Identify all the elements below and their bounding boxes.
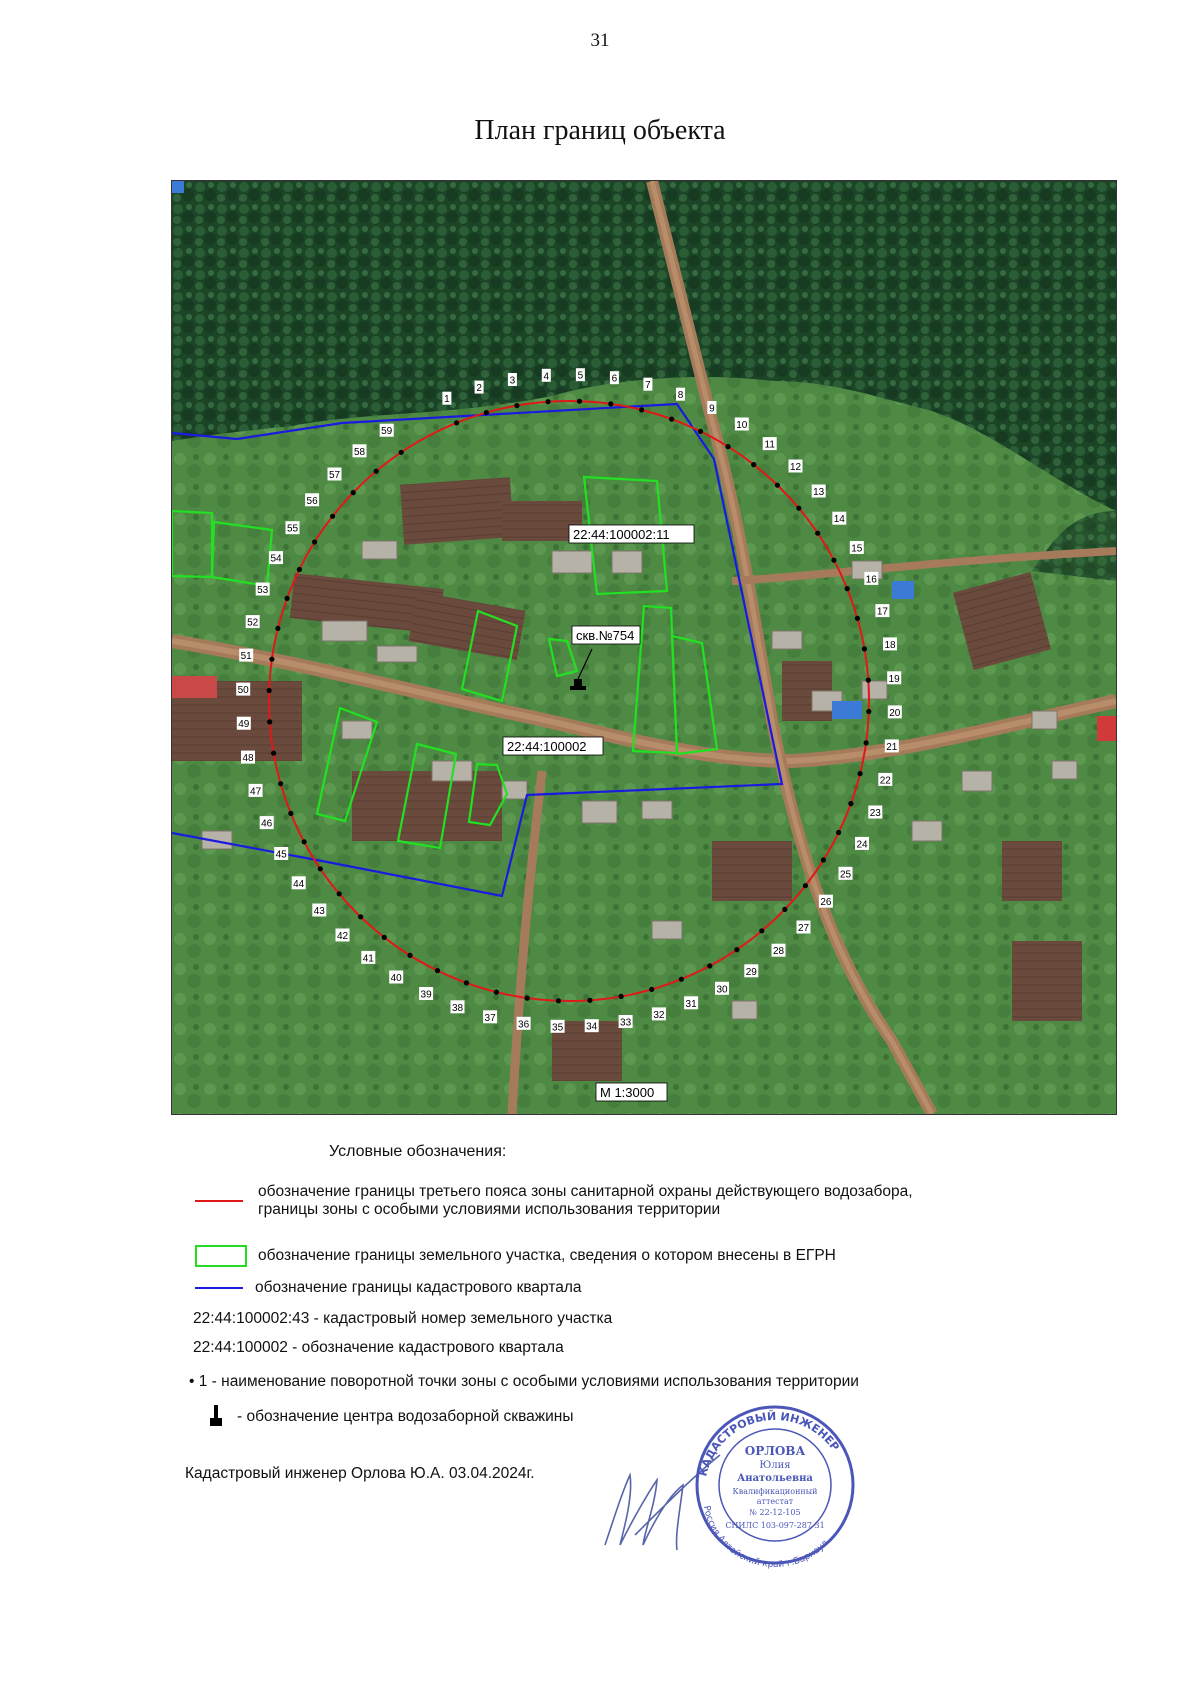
boundary-point-label: 1	[444, 394, 450, 406]
legend-title: Условные обозначения:	[329, 1143, 507, 1160]
boundary-point	[669, 417, 674, 422]
parcel-label-box	[569, 525, 694, 543]
boundary-point	[278, 781, 283, 786]
boundary-point-label: 12	[789, 462, 802, 473]
boundary-point-label: 8	[677, 390, 684, 402]
stamp-cert-2: аттестат	[756, 1497, 794, 1506]
boundary-point	[698, 429, 703, 434]
boundary-point-label: 16	[865, 574, 877, 586]
stamp-bottom-text: Россия Алтайский край г.Барнаул	[700, 1504, 831, 1570]
boundary-point-label: 45	[275, 849, 287, 861]
boundary-point-label: 46	[261, 818, 273, 830]
boundary-point	[831, 558, 836, 563]
legend-well-icon	[207, 1404, 225, 1428]
boundary-point-label: 41	[362, 953, 374, 965]
boundary-point-label: 9	[709, 403, 715, 415]
signature-and-stamp	[595, 1395, 855, 1570]
boundary-point-label: 50	[237, 685, 249, 697]
boundary-point-label: 13	[813, 487, 825, 498]
boundary-point-label: 7	[645, 380, 651, 392]
blue-roof	[832, 701, 862, 719]
boundary-point	[285, 596, 290, 601]
boundary-point-label: 55	[286, 523, 299, 535]
page-number: 31	[590, 30, 610, 51]
stamp-cert-1: Квалификационный	[732, 1487, 818, 1496]
legend-red-line-text-2: границы зоны с особыми условиями использования территории	[258, 1201, 721, 1218]
boundary-point	[577, 399, 582, 404]
red-roof	[172, 676, 217, 698]
boundary-point	[464, 980, 469, 985]
boundary-point	[407, 953, 412, 958]
boundary-point	[275, 626, 280, 631]
boundary-point	[796, 506, 801, 511]
stamp-cert-3: № 22-12-105	[749, 1508, 801, 1517]
boundary-point-label: 32	[653, 1009, 665, 1021]
boundary-point-label: 4	[543, 371, 550, 383]
boundary-point-label: 22	[879, 775, 891, 787]
map-image	[171, 180, 1117, 1115]
scale-label: М 1:3000	[600, 1085, 655, 1100]
legend-red-line-swatch	[195, 1200, 243, 1202]
boundary-point-label: 38	[451, 1002, 464, 1014]
boundary-point-label: 40	[390, 973, 402, 984]
legend-red-line-text-1: обозначение границы третьего пояса зоны санитарной охраны действующего водозабора,	[258, 1183, 913, 1200]
boundary-point-label: 37	[484, 1012, 496, 1024]
boundary-point-label: 57	[328, 470, 341, 481]
blue-corner-mark	[172, 181, 184, 193]
boundary-point-label: 30	[716, 984, 728, 996]
boundary-point-label: 36	[518, 1019, 530, 1031]
boundary-point	[312, 539, 317, 544]
legend-green-box-text: обозначение границы земельного участка, сведения о котором внесены в ЕГРН	[258, 1247, 836, 1264]
boundary-point	[821, 857, 826, 862]
boundary-point-label: 54	[270, 553, 282, 565]
boundary-point	[399, 450, 404, 455]
boundary-point	[267, 719, 272, 724]
boundary-point	[297, 567, 302, 572]
boundary-point	[269, 657, 274, 662]
boundary-point-label: 39	[420, 989, 432, 1001]
boundary-point	[734, 947, 739, 952]
boundary-point-label: 47	[250, 786, 262, 798]
boundary-point	[707, 963, 712, 968]
boundary-point	[619, 994, 624, 999]
boundary-point-label: 52	[247, 617, 259, 629]
boundary-point-label: 56	[306, 495, 318, 507]
stamp-name-1: ОРЛОВА	[744, 1444, 806, 1458]
boundary-point	[382, 935, 387, 940]
boundary-point-label: 23	[869, 808, 881, 819]
legend-point-text: • 1 - наименование поворотной точки зоны с особыми условиями использования территории	[189, 1373, 859, 1390]
boundary-point	[556, 998, 561, 1003]
boundary-point-label: 44	[293, 878, 305, 890]
boundary-point	[288, 811, 293, 816]
boundary-point	[546, 399, 551, 404]
boundary-point-label: 53	[257, 585, 269, 596]
boundary-point-label: 3	[509, 375, 516, 387]
boundary-point	[845, 586, 850, 591]
boundary-point	[848, 801, 853, 806]
boundary-point	[587, 998, 592, 1003]
well-label: скв.№754	[576, 628, 635, 643]
boundary-point-label: 27	[797, 923, 810, 934]
boundary-point	[649, 987, 654, 992]
boundary-point-label: 58	[353, 446, 366, 458]
boundary-point	[815, 531, 820, 536]
boundary-point	[782, 907, 787, 912]
boundary-point	[351, 490, 356, 495]
boundary-point	[318, 866, 323, 871]
boundary-point	[608, 401, 613, 406]
boundary-point-label: 17	[876, 606, 888, 618]
legend-blue-line-swatch	[195, 1287, 243, 1289]
boundary-point	[358, 914, 363, 919]
boundary-point-label: 29	[745, 966, 757, 978]
stamp-name-2: Юлия	[759, 1460, 791, 1471]
boundary-point	[271, 751, 276, 756]
boundary-point	[836, 830, 841, 835]
boundary-point-label: 11	[764, 439, 775, 451]
boundary-point	[435, 968, 440, 973]
legend-quarter-text: 22:44:100002 - обозначение кадастрового квартала	[193, 1339, 564, 1356]
stamp-name-3: Анатольевна	[737, 1473, 813, 1484]
boundary-point	[855, 616, 860, 621]
boundary-point	[866, 709, 871, 714]
boundary-point	[639, 407, 644, 412]
boundary-point	[337, 891, 342, 896]
blue-roof	[892, 581, 914, 599]
boundary-point-label: 14	[833, 514, 845, 526]
boundary-point-label: 59	[381, 426, 393, 438]
boundary-point	[514, 403, 519, 408]
boundary-point	[858, 771, 863, 776]
boundary-point-label: 24	[856, 839, 868, 851]
boundary-point	[454, 420, 459, 425]
scale-label-box	[596, 1083, 667, 1101]
quarter-label: 22:44:100002	[507, 739, 587, 754]
boundary-point	[862, 646, 867, 651]
boundary-point	[525, 996, 530, 1001]
boundary-point-label: 33	[620, 1017, 632, 1029]
boundary-point-label: 15	[851, 543, 863, 555]
boundary-point-label: 6	[611, 373, 618, 385]
boundary-point	[751, 462, 756, 467]
boundary-point-label: 21	[886, 741, 898, 753]
boundary-point-label: 18	[884, 639, 896, 651]
signature-text: Кадастровый инженер Орлова Ю.А. 03.04.2024г.	[185, 1465, 535, 1482]
field	[1012, 941, 1082, 1021]
field	[1002, 841, 1062, 901]
legend-parcel-number-text: 22:44:100002:43 - кадастровый номер земельного участка	[193, 1310, 613, 1327]
boundary-point-label: 10	[736, 420, 748, 431]
parcel-label: 22:44:100002:11	[573, 527, 670, 542]
stamp-snils: СНИЛС 103-097-287 31	[725, 1521, 825, 1530]
boundary-point-label: 34	[586, 1021, 598, 1033]
field	[400, 477, 514, 545]
boundary-point-label: 42	[336, 931, 349, 942]
boundary-point-label: 48	[242, 753, 254, 765]
boundary-point	[775, 483, 780, 488]
boundary-point-label: 2	[476, 383, 482, 395]
boundary-point-label: 35	[552, 1022, 564, 1034]
boundary-point-label: 49	[238, 719, 250, 731]
boundary-point-label: 19	[888, 673, 900, 685]
boundary-point	[725, 444, 730, 449]
legend-green-box-swatch	[195, 1245, 247, 1267]
boundary-point	[374, 469, 379, 474]
boundary-point	[759, 928, 764, 933]
well-label-box	[572, 626, 640, 644]
red-roof	[1097, 716, 1116, 741]
field	[712, 841, 792, 901]
boundary-point-label: 25	[839, 869, 852, 881]
boundary-point-label: 43	[313, 906, 325, 917]
boundary-point	[267, 688, 272, 693]
boundary-point	[864, 740, 869, 745]
boundary-point-label: 28	[772, 946, 785, 958]
field	[352, 771, 502, 841]
boundary-point-label: 31	[685, 998, 697, 1010]
page-title: План границ объекта	[474, 115, 726, 146]
legend-well-text: - обозначение центра водозаборной скважины	[237, 1408, 574, 1425]
boundary-point-label: 51	[240, 651, 252, 663]
boundary-point	[494, 990, 499, 995]
boundary-point	[484, 410, 489, 415]
boundary-point-label: 26	[820, 897, 832, 909]
boundary-point-label: 5	[577, 370, 584, 382]
quarter-label-box	[503, 737, 603, 755]
boundary-point	[330, 514, 335, 519]
boundary-point	[866, 678, 871, 683]
stamp-outer-text: КАДАСТРОВЫЙ ИНЖЕНЕР	[696, 1409, 842, 1478]
boundary-point-label: 20	[889, 707, 901, 719]
boundary-point	[803, 883, 808, 888]
boundary-point	[679, 977, 684, 982]
boundary-point	[302, 839, 307, 844]
legend-blue-line-text: обозначение границы кадастрового квартала	[255, 1279, 582, 1296]
